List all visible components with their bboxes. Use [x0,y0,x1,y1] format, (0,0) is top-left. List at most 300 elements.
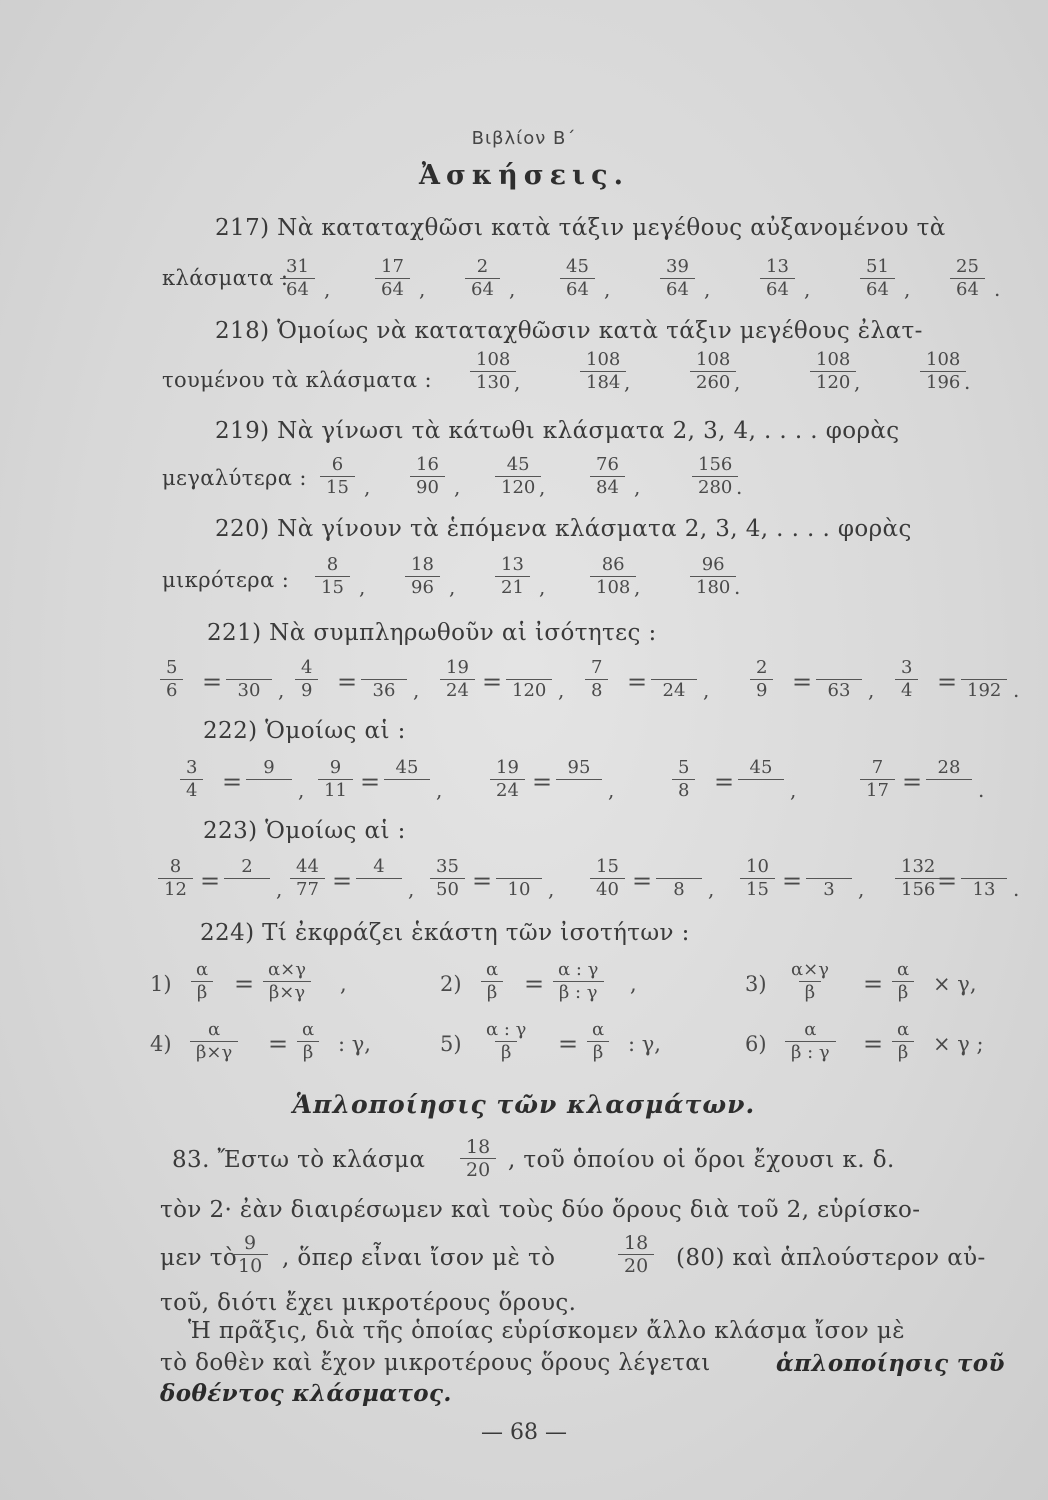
denominator: β×γ [263,981,311,1003]
numerator: 3 [186,757,198,778]
denominator: β [191,981,213,1003]
numerator: 76 [596,454,619,475]
ex223-left-fraction [895,857,941,900]
denominator: 4 [895,679,918,701]
ex223-equals-sign: = [472,867,493,895]
denominator: β×γ [190,1041,238,1063]
numerator: 86 [601,554,625,575]
denominator: β [481,981,503,1003]
ex223-separator: , [858,877,865,901]
ex222-left-fraction [860,758,895,801]
ex222-right-fraction [926,758,972,801]
ex224-i4-right [296,1020,320,1063]
numerator: 19 [496,757,519,778]
exercise-218-lead: τουμένου τὰ κλάσματα : [162,368,433,392]
ex217-fraction [860,257,895,300]
ex217-separator: , [704,277,711,301]
ex224-i3-left [785,960,835,1003]
numerator [816,658,862,679]
definition-line2-start: τὸ δοθὲν καὶ ἔχον μικροτέρους ὅρους λέγεται [160,1350,711,1376]
ex222-equals-sign: = [222,768,243,796]
numerator: 18 [624,1232,649,1254]
para83-line1-end: , τοῦ ὁποίου οἱ ὅροι ἔχουσι κ. δ. [508,1147,895,1173]
ex224-item-number: 4) [150,1032,172,1056]
ex220-fraction [590,555,636,598]
numerator: 39 [666,256,689,277]
denominator: 11 [318,779,353,801]
exercise-223-text: 223) Ὁμοίως αἱ : [203,818,406,844]
ex223-equals-sign: = [782,867,803,895]
ex221-left-fraction [750,658,773,701]
denominator: 64 [560,278,595,300]
numerator: 19 [446,657,469,678]
ex222-right-fraction [384,758,430,801]
ex222-separator: . [978,778,985,802]
running-header: Βιβλίον Β΄ [471,128,577,149]
ex221-right-fraction [961,658,1007,701]
denominator: 3 [806,878,852,900]
ex217-fraction [760,257,795,300]
ex224-item-number: 6) [745,1032,767,1056]
denominator: 21 [495,576,530,598]
exercise-217-lead: κλάσματα : [162,266,289,290]
numerator: 35 [436,856,459,877]
denominator: 10 [232,1254,268,1276]
ex217-separator: , [509,277,516,301]
numerator: 95 [567,757,591,778]
ex224-equals-sign: = [863,1030,884,1058]
ex224-i2-right [552,960,604,1003]
denominator [224,878,270,900]
ex217-fraction [560,257,595,300]
ex217-separator: , [804,277,811,301]
ex221-left-fraction [160,658,183,701]
ex223-right-fraction [356,857,402,900]
denominator: 17 [860,779,895,801]
denominator: 6 [160,679,183,701]
numerator: 10 [746,856,769,877]
ex220-separator: , [634,575,641,599]
numerator: 45 [395,757,419,778]
ex219-separator: , [539,475,546,499]
numerator: 108 [586,349,621,370]
ex218-fraction [810,350,856,393]
ex221-right-fraction [816,658,862,701]
ex224-tail: , [630,972,637,996]
ex222-equals-sign: = [714,768,735,796]
numerator: 25 [956,256,979,277]
denominator: 8 [672,779,695,801]
exercise-220-text: 220) Νὰ γίνουν τὰ ἑπόμενα κλάσματα 2, 3, 4, . . . . φορὰς [215,516,912,542]
ex217-separator: . [994,277,1001,301]
numerator: 28 [937,757,961,778]
definition-term-end: δοθέντος κλάσματος. [160,1380,452,1407]
ex222-right-fraction [556,758,602,801]
denominator: 280 [692,476,738,498]
ex222-right-fraction [738,758,784,801]
ex221-separator: , [868,678,875,702]
ex224-tail: : γ, [628,1032,661,1056]
exercise-224-text: 224) Τί ἐκφράζει ἑκάστη τῶν ἰσοτήτων : [200,920,690,946]
denominator: 20 [460,1158,496,1180]
page-title: Ἀσκήσεις. [419,160,629,191]
ex220-separator: , [359,575,366,599]
denominator: 63 [816,679,862,701]
definition-term: ἁπλοποίησις τοῦ [776,1350,1005,1377]
exercise-217-text: 217) Νὰ καταταχθῶσι κατὰ τάξιν μεγέθους αὐξανομένου τὰ [215,215,946,241]
numerator: α [196,959,209,980]
ex221-equals-sign: = [792,668,813,696]
ex221-equals-sign: = [937,668,958,696]
ex224-item-number: 5) [440,1032,462,1056]
numerator: α [302,1019,315,1040]
ex224-item-number: 2) [440,972,462,996]
numerator: 31 [286,256,309,277]
ex224-i3-right [891,960,915,1003]
ex221-equals-sign: = [337,668,358,696]
ex222-equals-sign: = [902,768,923,796]
denominator: 120 [810,371,856,393]
numerator: α×γ [791,959,829,980]
numerator: 9 [263,757,275,778]
ex218-separator: , [514,370,521,394]
numerator: α [592,1019,605,1040]
ex219-separator: , [634,475,641,499]
numerator: 9 [329,757,342,778]
ex222-equals-sign: = [360,768,381,796]
ex223-equals-sign: = [937,867,958,895]
numerator: 13 [501,554,524,575]
denominator [384,779,430,801]
ex221-separator: , [413,678,420,702]
numerator: 6 [331,454,344,475]
ex223-right-fraction [806,857,852,900]
denominator: 64 [860,278,895,300]
ex222-left-fraction [318,758,353,801]
ex220-separator: , [539,575,546,599]
ex223-left-fraction [290,857,325,900]
ex224-item-number: 3) [745,972,767,996]
denominator [356,878,402,900]
ex224-i4-left [190,1020,238,1063]
para83-line4: τοῦ, διότι ἔχει μικροτέρους ὅρους. [160,1290,577,1316]
ex218-fraction [580,350,626,393]
numerator: 45 [506,454,530,475]
denominator: 96 [405,576,440,598]
numerator: 8 [169,856,182,877]
denominator [926,779,972,801]
denominator [246,779,292,801]
numerator: 4 [301,657,313,678]
fraction [618,1233,654,1276]
numerator: 13 [766,256,789,277]
ex218-separator: . [964,370,971,394]
ex218-separator: , [624,370,631,394]
denominator: 120 [495,476,541,498]
denominator: 24 [651,679,697,701]
numerator: 108 [816,349,851,370]
denominator: 4 [180,779,203,801]
numerator: 16 [416,454,439,475]
numerator [961,658,1007,679]
denominator: 30 [226,679,272,701]
denominator: 8 [585,679,608,701]
exercise-219-lead: μεγαλύτερα : [162,466,307,490]
numerator [961,857,1007,878]
ex219-separator: . [736,475,743,499]
ex224-i5-left [480,1020,532,1063]
numerator: 3 [901,657,913,678]
ex222-separator: , [608,778,615,802]
ex221-right-fraction [651,658,697,701]
denominator: 15 [315,576,350,598]
ex222-separator: , [436,778,443,802]
denominator: 77 [290,878,325,900]
ex224-i6-left [785,1020,836,1063]
numerator: 17 [381,256,404,277]
numerator: 2 [476,256,489,277]
denominator: 184 [580,371,626,393]
ex221-left-fraction [295,658,318,701]
denominator: 196 [920,371,966,393]
denominator: 40 [590,878,625,900]
ex224-i1-right [262,960,312,1003]
ex222-separator: , [790,778,797,802]
denominator: 180 [690,576,736,598]
ex223-right-fraction [496,857,542,900]
numerator [806,857,852,878]
ex220-fraction [405,555,440,598]
numerator: 45 [749,757,773,778]
ex220-separator: , [449,575,456,599]
ex224-i5-right [586,1020,610,1063]
denominator: 120 [506,679,552,701]
ex223-separator: , [708,877,715,901]
numerator: 132 [901,856,936,877]
numerator: 108 [696,349,731,370]
denominator: β [297,1041,319,1063]
denominator: β : γ [785,1041,836,1063]
ex220-fraction [315,555,350,598]
numerator [651,658,697,679]
ex220-fraction [495,555,530,598]
ex219-fraction [590,455,625,498]
denominator: 36 [361,679,407,701]
fraction [460,1137,496,1180]
ex223-left-fraction [590,857,625,900]
numerator: 45 [566,256,589,277]
ex224-tail: × γ, [933,972,977,996]
ex219-separator: , [454,475,461,499]
denominator: 130 [470,371,516,393]
denominator: 64 [280,278,315,300]
ex221-separator: , [703,678,710,702]
definition-line1: Ἡ πρᾶξις, διὰ τῆς ὁποίας εὑρίσκομεν ἄλλο κλάσμα ἴσον μὲ [188,1318,905,1344]
denominator: 24 [490,779,525,801]
denominator: 24 [440,679,475,701]
denominator: 64 [465,278,500,300]
ex221-separator: , [558,678,565,702]
denominator: 9 [750,679,773,701]
ex221-equals-sign: = [482,668,503,696]
ex221-left-fraction [895,658,918,701]
denominator: 15 [740,878,775,900]
ex217-fraction [950,257,985,300]
ex224-tail: , [340,972,347,996]
ex221-separator: , [278,678,285,702]
numerator: α [897,1019,910,1040]
numerator: 5 [678,757,690,778]
ex218-fraction [470,350,516,393]
numerator: 108 [926,349,961,370]
ex219-fraction [692,455,738,498]
ex217-fraction [465,257,500,300]
ex218-fraction [920,350,966,393]
ex219-separator: , [364,475,371,499]
ex220-separator: . [734,575,741,599]
numerator: 51 [866,256,889,277]
denominator: β [495,1041,517,1063]
denominator: β [892,981,914,1003]
exercise-218-text: 218) Ὁμοίως νὰ καταταχθῶσιν κατὰ τάξιν μεγέθους ἐλατ- [215,318,923,344]
denominator: 9 [295,679,318,701]
numerator: 108 [476,349,511,370]
ex223-equals-sign: = [632,867,653,895]
ex223-separator: . [1013,877,1020,901]
numerator: 18 [411,554,434,575]
exercise-219-text: 219) Νὰ γίνωσι τὰ κάτωθι κλάσματα 2, 3, 4, . . . . φορὰς [215,418,900,444]
ex221-left-fraction [440,658,475,701]
numerator: α : γ [558,959,599,980]
ex223-separator: , [276,877,283,901]
ex221-right-fraction [226,658,272,701]
denominator: 64 [660,278,695,300]
ex221-separator: . [1013,678,1020,702]
ex223-right-fraction [224,857,270,900]
numerator: 7 [871,757,884,778]
ex224-equals-sign: = [863,970,884,998]
numerator: 44 [296,856,319,877]
ex217-fraction [375,257,410,300]
denominator: 84 [590,476,625,498]
para83-line2: τὸν 2· ἐὰν διαιρέσωμεν καὶ τοὺς δύο ὅρους διὰ τοῦ 2, εὑρίσκο- [160,1197,921,1223]
ex219-fraction [320,455,355,498]
numerator: 8 [326,554,339,575]
numerator: α [804,1019,817,1040]
exercise-220-lead: μικρότερα : [162,568,290,592]
ex222-left-fraction [180,758,203,801]
denominator: β [587,1041,609,1063]
numerator: 96 [701,554,725,575]
ex222-right-fraction [246,758,292,801]
denominator: 64 [950,278,985,300]
denominator: 90 [410,476,445,498]
ex221-equals-sign: = [202,668,223,696]
exercise-222-text: 222) Ὁμοίως αἱ : [203,718,406,744]
ex217-separator: , [904,277,911,301]
denominator: 8 [656,878,702,900]
para83-line3-middle: , ὅπερ εἶναι ἴσον μὲ τὸ [282,1245,556,1271]
ex222-equals-sign: = [532,768,553,796]
section-heading: Ἁπλοποίησις τῶν κλασμάτων. [292,1090,756,1119]
ex224-item-number: 1) [150,972,172,996]
numerator [656,857,702,878]
numerator [361,658,407,679]
ex223-separator: , [408,877,415,901]
denominator: β : γ [553,981,604,1003]
ex222-left-fraction [672,758,695,801]
ex224-equals-sign: = [234,970,255,998]
ex223-separator: , [548,877,555,901]
denominator: 10 [496,878,542,900]
denominator: 12 [158,878,193,900]
numerator: 4 [373,856,385,877]
ex218-separator: , [854,370,861,394]
denominator: β [799,981,821,1003]
ex217-separator: , [419,277,426,301]
ex223-left-fraction [158,857,193,900]
ex219-fraction [410,455,445,498]
numerator: 2 [241,856,253,877]
ex223-right-fraction [961,857,1007,900]
denominator [556,779,602,801]
numerator: 7 [591,657,603,678]
ex224-equals-sign: = [524,970,545,998]
ex218-fraction [690,350,736,393]
ex223-equals-sign: = [200,867,221,895]
fraction [232,1233,268,1276]
ex218-separator: , [734,370,741,394]
denominator: 64 [760,278,795,300]
ex217-fraction [280,257,315,300]
ex221-equals-sign: = [627,668,648,696]
ex224-equals-sign: = [268,1030,289,1058]
ex222-separator: , [298,778,305,802]
denominator: β [892,1041,914,1063]
para83-line3-end: (80) καὶ ἁπλούστερον αὐ- [676,1245,986,1271]
numerator: 15 [596,856,619,877]
numerator: 18 [466,1136,491,1158]
denominator: 260 [690,371,736,393]
denominator: 15 [320,476,355,498]
denominator: 108 [590,576,636,598]
denominator: 192 [961,679,1007,701]
page-number: — 68 — [481,1420,567,1445]
numerator [226,658,272,679]
ex217-fraction [660,257,695,300]
para83-line3-start: μεν τὸ [160,1245,238,1271]
ex219-fraction [495,455,541,498]
denominator: 156 [895,878,941,900]
ex217-separator: , [324,277,331,301]
ex224-i6-right [891,1020,915,1063]
numerator: α×γ [268,959,306,980]
numerator: 9 [244,1232,257,1254]
denominator [738,779,784,801]
ex224-equals-sign: = [558,1030,579,1058]
exercise-221-text: 221) Νὰ συμπληρωθοῦν αἱ ἰσότητες : [207,620,657,646]
ex223-right-fraction [656,857,702,900]
numerator: α [486,959,499,980]
numerator: 5 [166,657,178,678]
numerator: α [208,1019,221,1040]
ex217-separator: , [604,277,611,301]
para83-line1-start: 83. Ἔστω τὸ κλάσμα [172,1147,426,1173]
ex221-right-fraction [506,658,552,701]
denominator: 13 [961,878,1007,900]
ex223-left-fraction [430,857,465,900]
ex224-tail: × γ ; [933,1032,984,1056]
